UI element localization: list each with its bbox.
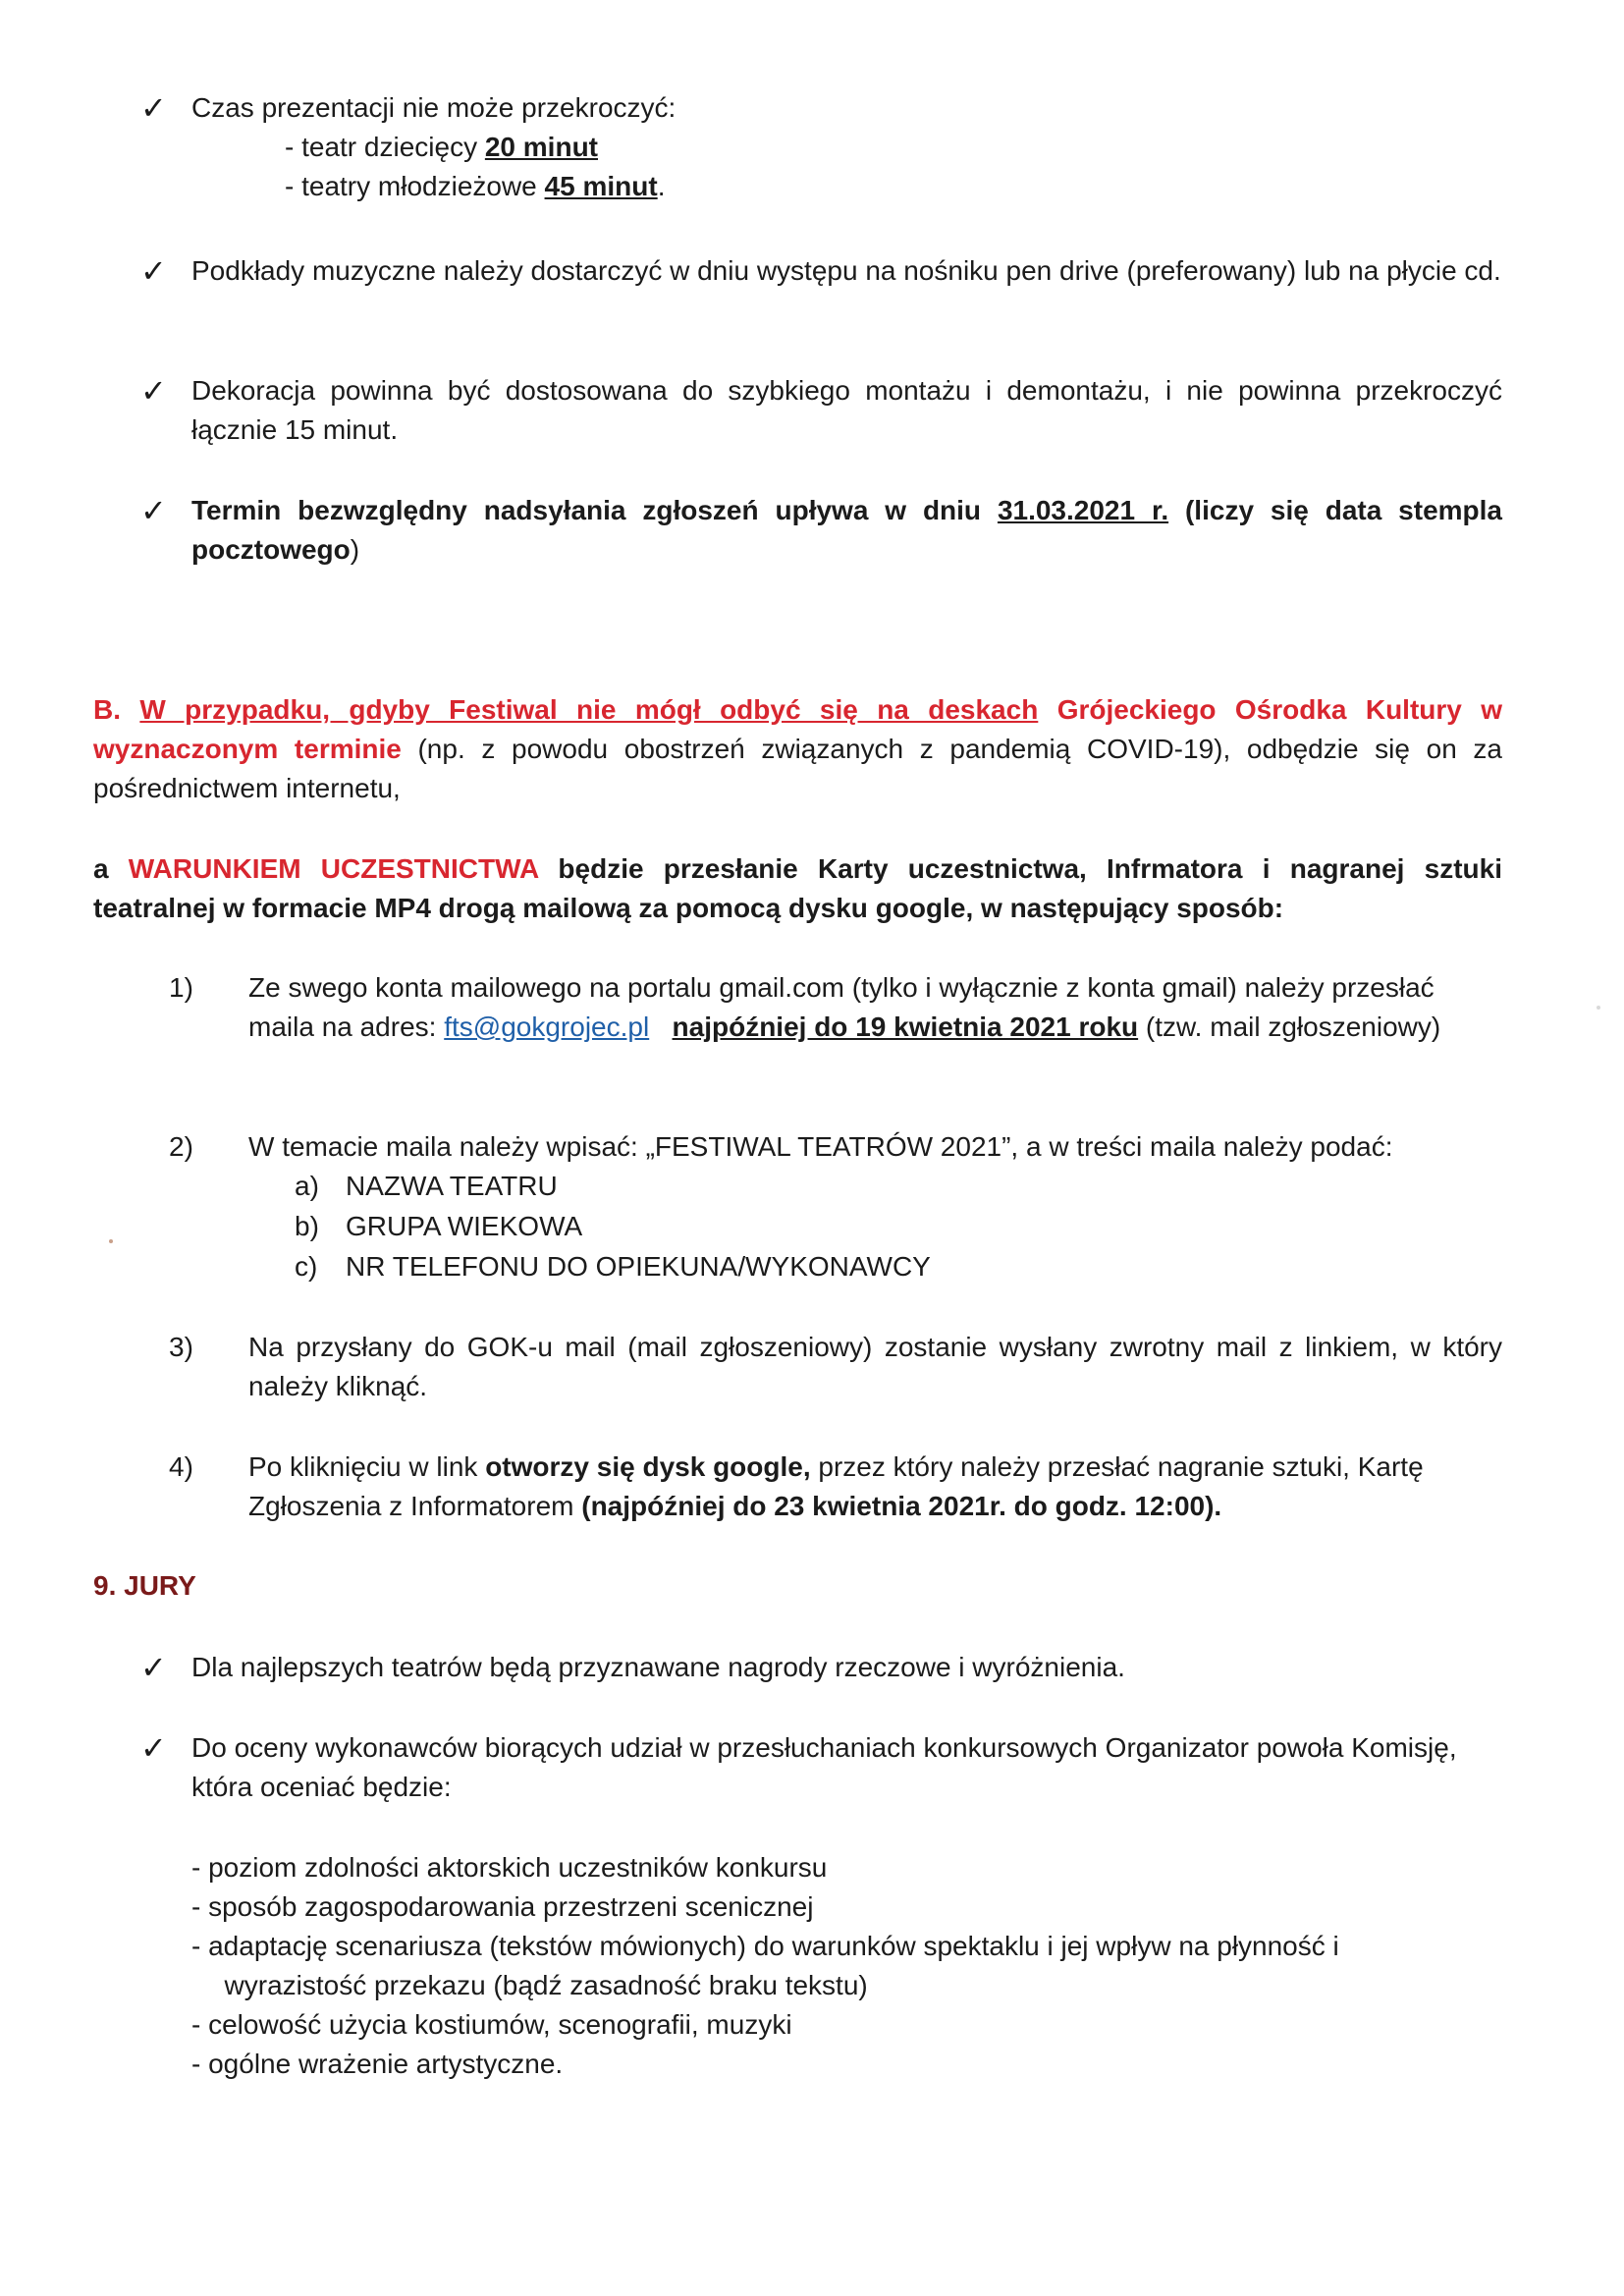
checkmark-icon: ✓	[140, 373, 167, 409]
step-4-intro: Po kliknięciu w link	[248, 1451, 486, 1482]
step-number: 2)	[169, 1131, 193, 1162]
step-1-text	[248, 968, 1502, 1047]
section-b-underlined: W przypadku, gdyby Festiwal nie mógł odbyć się na deskach	[139, 694, 1039, 725]
period: .	[657, 171, 666, 201]
sub-item-label: b)	[295, 1211, 319, 1241]
scan-speck	[109, 1239, 113, 1243]
step-3-text: Na przysłany do GOK-u mail (mail zgłoszeniowy) zostanie wysłany zwrotny mail z linkiem, w który należy kliknąć.	[248, 1332, 1502, 1401]
condition-red-label: WARUNKIEM UCZESTNICTWA	[128, 853, 539, 884]
checkmark-icon: ✓	[140, 90, 167, 126]
children-theatre-label: - teatr dziecięcy	[285, 132, 485, 162]
deadline-item	[191, 491, 1502, 570]
step-number: 1)	[169, 972, 193, 1003]
section-b-label: B.	[93, 694, 121, 725]
deadline-text: Termin bezwzględny nadsyłania zgłoszeń upływa w dniu	[191, 495, 998, 525]
sub-item-label: c)	[295, 1251, 318, 1282]
section-b-red-text: Grójeckiego Ośrodka Kultury w wyznaczonym terminie	[93, 694, 1502, 764]
jury-heading: 9. JURY	[93, 1570, 196, 1601]
step-1-deadline: najpóźniej do 19 kwietnia 2021 roku	[672, 1011, 1139, 1042]
checkmark-icon: ✓	[140, 253, 167, 289]
deadline-date: 31.03.2021 r.	[997, 495, 1169, 525]
criterion-continued: wyrazistość przekazu (bądź zasadność braku tekstu)	[209, 1970, 868, 2000]
section-b	[93, 690, 1502, 808]
deadline-close-paren: )	[350, 534, 360, 565]
criterion: - poziom zdolności aktorskich uczestników konkursu	[191, 1852, 828, 1883]
checkmark-icon: ✓	[140, 1650, 167, 1685]
scan-speck	[1597, 1006, 1600, 1010]
presentation-time-intro: Czas prezentacji nie może przekroczyć:	[191, 92, 677, 123]
music-item: Podkłady muzyczne należy dostarczyć w dniu występu na nośniku pen drive (preferowany) lub na płycie cd.	[191, 255, 1501, 286]
email-link[interactable]: fts@gokgrojec.pl	[444, 1011, 650, 1042]
participation-condition	[93, 849, 1502, 928]
sub-item-text: NR TELEFONU DO OPIEKUNA/WYKONAWCY	[346, 1251, 931, 1282]
sub-item-text: GRUPA WIEKOWA	[346, 1211, 583, 1241]
presentation-time-item	[191, 88, 1502, 206]
step-4-bold: otworzy się dysk google,	[485, 1451, 811, 1482]
sub-item-text: NAZWA TEATRU	[346, 1171, 558, 1201]
condition-text: będzie przesłanie Karty uczestnictwa, Infrmatora i nagranej sztuki teatralnej w formacie MP4 drogą mailową za pomocą dysku google, w następujący sposób:	[93, 853, 1502, 923]
criterion: - sposób zagospodarowania przestrzeni scenicznej	[191, 1891, 814, 1922]
step-4-text	[248, 1448, 1502, 1526]
jury-commission-item: Do oceny wykonawców biorących udział w przesłuchaniach konkursowych Organizator powoła Komisję, która oceniać będzie:	[191, 1732, 1457, 1802]
children-theatre-time: 20 minut	[484, 132, 598, 162]
step-1-note: (tzw. mail zgłoszeniowy)	[1138, 1011, 1441, 1042]
step-1-intro: Ze swego konta mailowego na portalu gmail.com (tylko i wyłącznie z konta gmail) należy przesłać maila na adres:	[248, 972, 1435, 1042]
criterion: - celowość użycia kostiumów, scenografii, muzyki	[191, 2009, 792, 2040]
step-number: 3)	[169, 1332, 193, 1362]
step-2-text: W temacie maila należy wpisać: „FESTIWAL TEATRÓW 2021”, a w treści maila należy podać:	[248, 1131, 1393, 1162]
checkmark-icon: ✓	[140, 1730, 167, 1766]
step-4-text-mid: przez który należy przesłać nagranie sztuki, Kartę Zgłoszenia z Informatorem	[248, 1451, 1424, 1521]
criterion: - ogólne wrażenie artystyczne.	[191, 2049, 564, 2079]
step-4-deadline: (najpóźniej do 23 kwietnia 2021r. do godz. 12:00).	[581, 1491, 1222, 1521]
decoration-item: Dekoracja powinna być dostosowana do szybkiego montażu i demontażu, i nie powinna przekroczyć łącznie 15 minut.	[191, 375, 1502, 445]
youth-theatre-label: - teatry młodzieżowe	[285, 171, 545, 201]
deadline-note: (liczy się data stempla pocztowego	[191, 495, 1502, 565]
youth-theatre-time: 45 minut	[544, 171, 658, 201]
criterion: - adaptację scenariusza (tekstów mówionych) do warunków spektaklu i jej wpływ na płynność i	[191, 1931, 1339, 1961]
step-number: 4)	[169, 1451, 193, 1482]
jury-prizes-item: Dla najlepszych teatrów będą przyznawane nagrody rzeczowe i wyróżnienia.	[191, 1652, 1125, 1682]
sub-item-label: a)	[295, 1171, 319, 1201]
section-b-text: (np. z powodu obostrzeń związanych z pandemią COVID-19), odbędzie się on za pośrednictwem internetu,	[93, 734, 1502, 803]
checkmark-icon: ✓	[140, 493, 167, 528]
condition-a: a	[93, 853, 129, 884]
